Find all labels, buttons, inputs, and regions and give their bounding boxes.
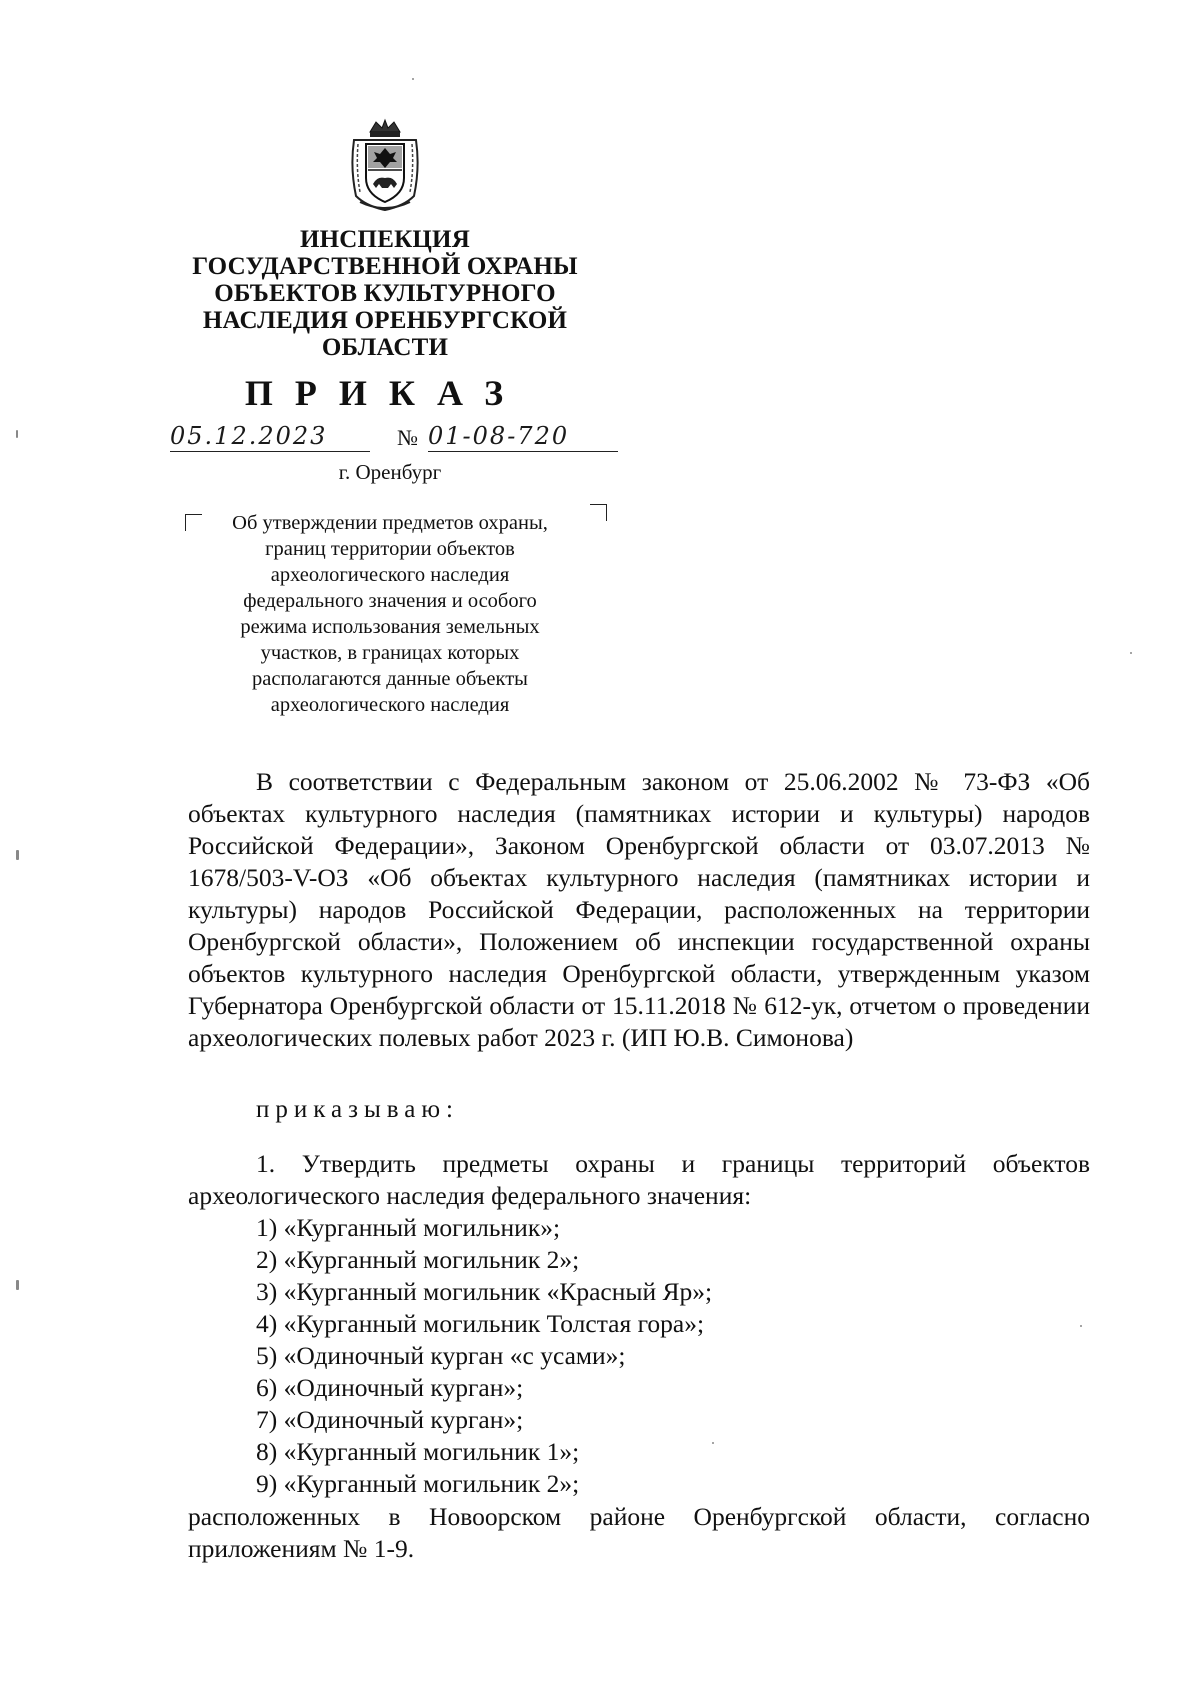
handwritten-date: 05.12.2023 [170,422,370,452]
scan-speck [16,850,19,860]
organization-name [160,226,610,361]
list-item: 4) «Курганный могильник Толстая гора»; [256,1309,705,1338]
subject-line: археологического наследия [270,564,510,586]
list-item: 8) «Курганный могильник 1»; [256,1437,580,1466]
handwritten-number: 01-08-720 [428,422,618,452]
org-name-line: ГОСУДАРСТВЕННОЙ ОХРАНЫ [192,253,578,280]
subject-line: располагаются данные объекты [252,668,528,690]
list-item: 5) «Одиночный курган «с усами»; [256,1341,626,1370]
scan-speck [16,430,18,438]
order-subject [190,510,590,718]
subject-line: археологического наследия [270,694,510,716]
list-item: 6) «Одиночный курган»; [256,1373,524,1402]
objects-list [256,1212,712,1500]
org-name-line: ОБЪЕКТОВ КУЛЬТУРНОГО [214,280,556,307]
scan-speck [16,1280,19,1290]
org-name-line: НАСЛЕДИЯ ОРЕНБУРГСКОЙ [202,307,568,334]
closing-paragraph: расположенных в Новоорском районе Оренбургской области, согласно приложениям № 1-9. [188,1502,1090,1563]
subject-line: федерального значения и особого [243,590,537,612]
org-name-line: ОБЛАСТИ [321,334,449,361]
list-item: 3) «Курганный могильник «Красный Яр»; [256,1277,713,1306]
number-sign: № [397,425,418,450]
scan-speck [1080,1325,1082,1327]
order-date-number [170,422,630,452]
scan-speck [712,1442,714,1444]
list-item: 1) «Курганный могильник»; [256,1213,561,1242]
preamble-block [188,766,1090,1054]
preamble-paragraph: В соответствии с Федеральным законом от 25.06.2002 № 73-ФЗ «Об объектах культурного наследия (памятниках истории и культуры) народов Российской Федерации», Законом Оренбургской области от 03.07.2013 № 1678/503-V-ОЗ «Об объектах культурного наследия (памятниках истории и культуры) народов Российской Федерации, расположенных на территории Оренбургской области», Положением об инспекции государственной охраны объектов культурного наследия Оренбургской области, утвержденным указом Губернатора Оренбургской области от 15.11.2018 № 612-ук, отчетом о проведении археологических полевых работ 2023 г. (ИП Ю.В. Симонова) [188,767,1090,1052]
subject-bracket-right [590,504,607,521]
coat-of-arms-emblem [346,118,424,214]
city-name: г. Оренбург [338,460,442,484]
subject-line: участков, в границах которых [260,642,520,664]
point-1-paragraph: 1. Утвердить предметы охраны и границы территорий объектов археологического наследия федерального значения: [188,1149,1090,1210]
scan-speck [1130,652,1132,654]
order-word: приказываю: [256,1096,459,1123]
scan-speck [412,78,414,80]
list-item: 7) «Одиночный курган»; [256,1405,524,1434]
subject-line: Об утверждении предметов охраны, [232,512,548,534]
list-item: 9) «Курганный могильник 2»; [256,1469,580,1498]
subject-line: режима использования земельных [240,616,540,638]
list-item: 2) «Курганный могильник 2»; [256,1245,580,1274]
document-type-title: ПРИКАЗ [244,373,526,413]
subject-line: границ территории объектов [265,538,515,560]
org-name-line: ИНСПЕКЦИЯ [300,226,470,253]
